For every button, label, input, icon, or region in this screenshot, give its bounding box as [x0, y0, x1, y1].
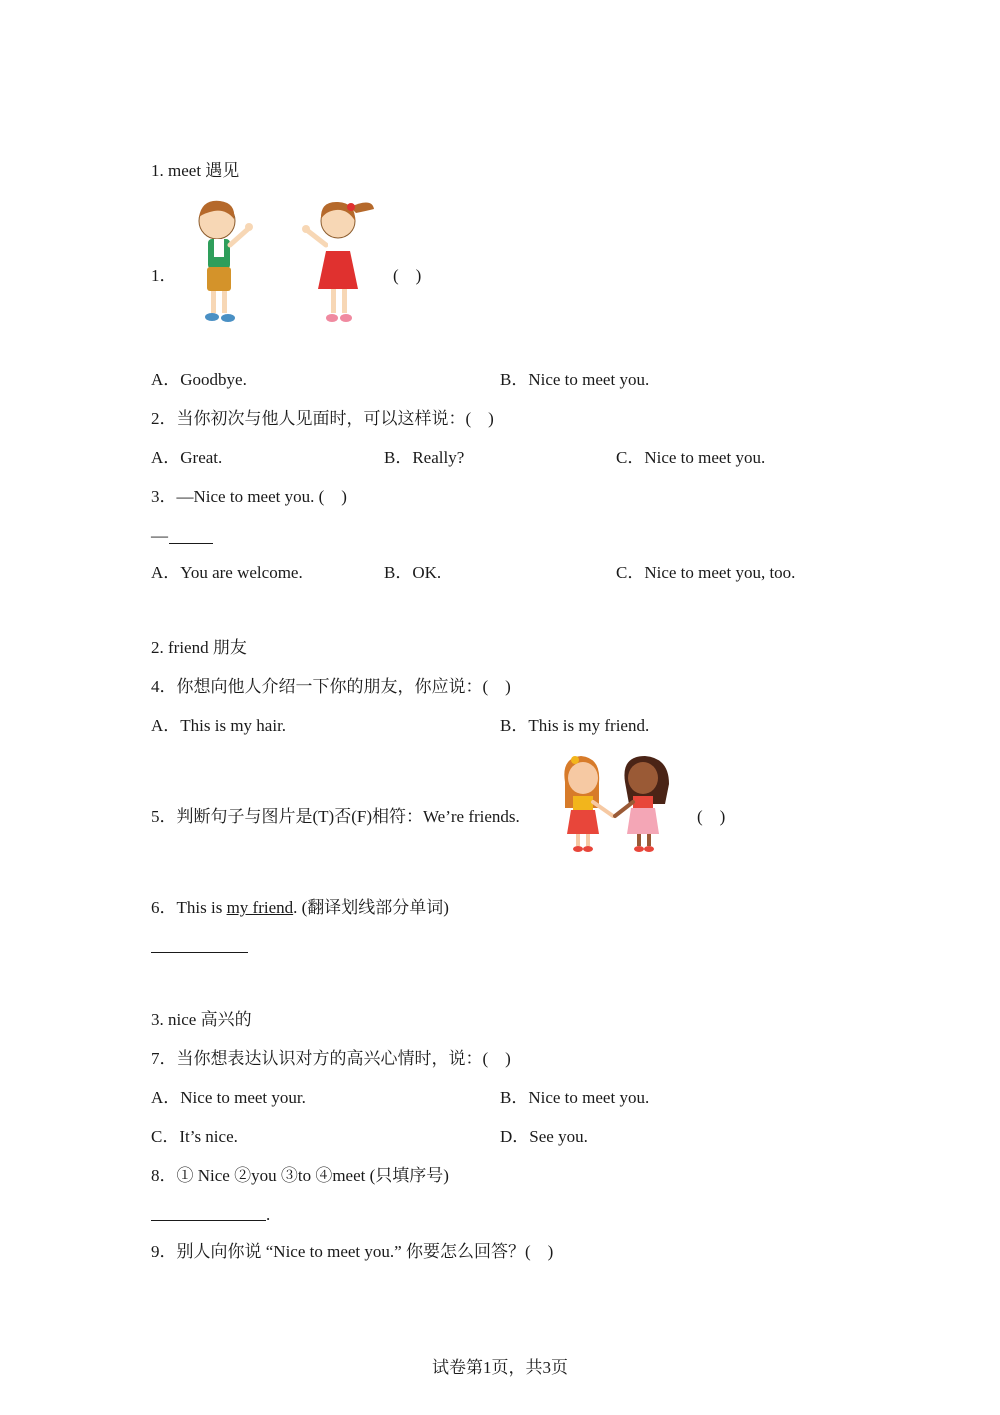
question-4-option-b: B．This is my friend. — [500, 716, 650, 735]
question-6-stem-post: . (翻译划线部分单词) — [293, 898, 449, 917]
question-7-option-b: B．Nice to meet you. — [500, 1088, 650, 1107]
question-3-answer-blank — [169, 543, 213, 544]
section-heading-nice: 3. nice 高兴的 — [151, 1010, 252, 1029]
question-6-answer-blank — [151, 952, 248, 953]
question-3-option-c: C．Nice to meet you, too. — [616, 563, 796, 582]
question-8-period: . — [266, 1205, 271, 1224]
q5-illustration — [553, 752, 677, 854]
question-1-number: 1． — [151, 266, 177, 285]
question-4-stem: 4．你想向他人介绍一下你的朋友，你应说：( ) — [151, 677, 511, 696]
page-footer: 试卷第1页，共3页 — [432, 1358, 568, 1377]
girl-waving-icon — [302, 202, 374, 322]
question-2-stem: 2．当你初次与他人见面时，可以这样说：( ) — [151, 409, 494, 428]
question-8-answer-blank — [151, 1220, 266, 1221]
question-3-option-b: B．OK. — [384, 563, 442, 582]
question-3-stem: 3．—Nice to meet you. ( ) — [151, 487, 347, 506]
question-7-option-c: C．It’s nice. — [151, 1127, 238, 1146]
question-1-option-b: B．Nice to meet you. — [500, 370, 650, 389]
question-5-answer-paren: ( ) — [697, 807, 726, 826]
question-8-stem: 8．① Nice ②you ③to ④meet (只填序号) — [151, 1166, 449, 1185]
boy-waving-icon — [199, 201, 253, 322]
section-heading-meet: 1. meet 遇见 — [151, 161, 240, 180]
question-6-underlined-words: my friend — [226, 898, 294, 917]
question-2-option-b: B．Really? — [384, 448, 465, 467]
question-7-option-a: A．Nice to meet your. — [151, 1088, 306, 1107]
question-2-option-a: A．Great. — [151, 448, 223, 467]
question-7-option-d: D．See you. — [500, 1127, 588, 1146]
question-6-stem — [151, 897, 449, 919]
question-3-option-a: A．You are welcome. — [151, 563, 303, 582]
question-2-option-c: C．Nice to meet you. — [616, 448, 766, 467]
question-1-answer-paren: ( ) — [393, 266, 422, 285]
question-4-option-a: A．This is my hair. — [151, 716, 287, 735]
question-3-dash: — — [151, 526, 168, 545]
question-9-stem: 9．别人向你说 “Nice to meet you.” 你要怎么回答？( ) — [151, 1242, 554, 1261]
two-girls-holding-hands-icon — [553, 752, 677, 854]
q1-illustration — [190, 197, 380, 329]
section-heading-friend: 2. friend 朋友 — [151, 638, 247, 657]
question-6-stem-pre: 6．This is — [151, 898, 227, 917]
question-7-stem: 7．当你想表达认识对方的高兴心情时，说：( ) — [151, 1049, 511, 1068]
boy-and-girl-waving-icon — [190, 197, 380, 329]
question-1-option-a: A．Goodbye. — [151, 370, 247, 389]
question-5-stem: 5．判断句子与图片是(T)否(F)相符：We’re friends. — [151, 807, 520, 826]
